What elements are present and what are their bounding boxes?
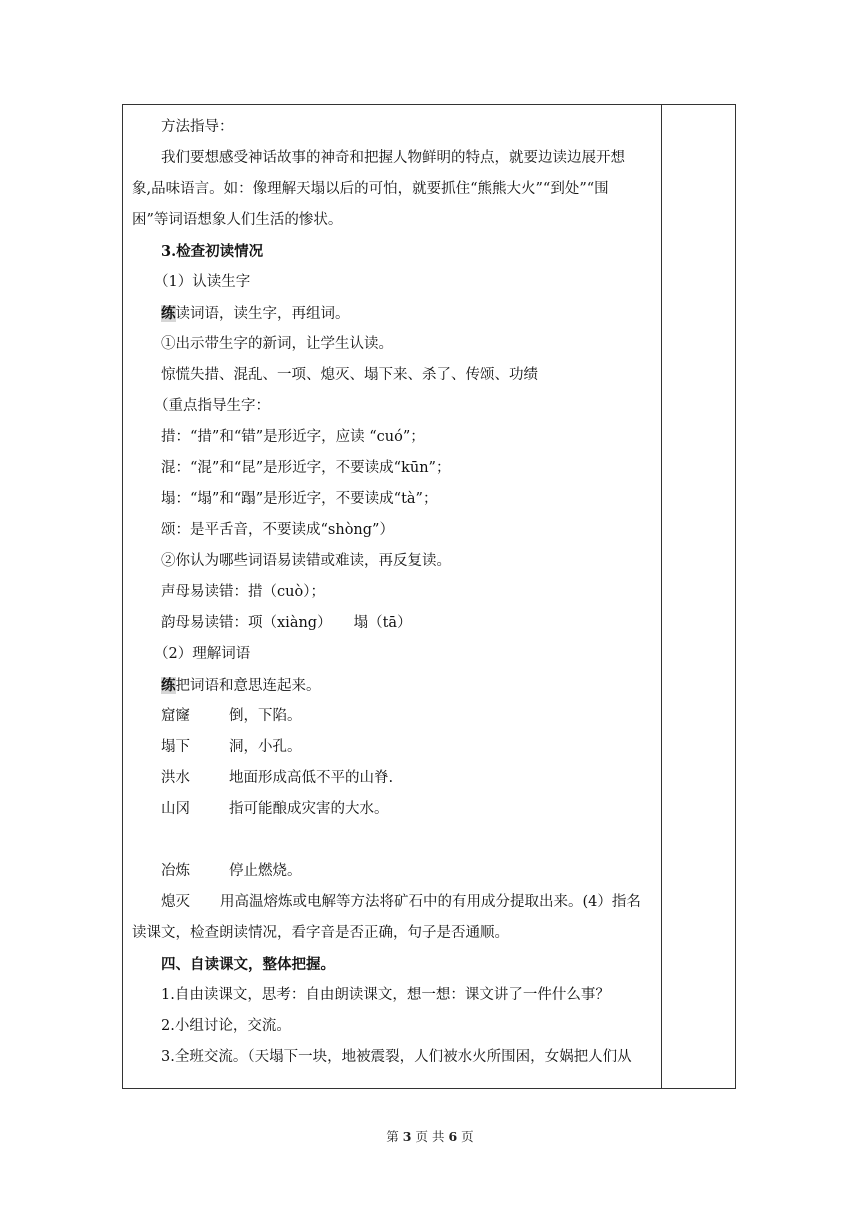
method-text-line-2: 象,品味语言。如：像理解天塌以后的可怕，就要抓住“熊熊大火”“到处”“围	[132, 181, 609, 197]
match-row	[132, 701, 654, 732]
practice-match-words-text: 把词语和意思连起来。	[175, 678, 321, 694]
match-term: 窟窿	[161, 708, 190, 724]
footer-total-pages: 6	[448, 1129, 458, 1144]
method-text-line-3: 困”等词语想象人们生活的惨状。	[132, 212, 343, 228]
blank-line	[132, 825, 654, 856]
step-1: ①出示带生字的新词，让学生认读。	[161, 336, 393, 352]
practice-match-words	[132, 670, 654, 701]
read-aloud-line: 读课文，检查朗读情况，看字音是否正确，句子是否通顺。	[132, 925, 509, 941]
match-term: 塌下	[161, 739, 190, 755]
step-2: ②你认为哪些词语易读错或难读，再反复读。	[161, 553, 451, 569]
match-row	[132, 763, 654, 794]
practice-read-words-text: 读词语，读生字，再组词。	[175, 306, 350, 322]
match-term: 熄灭	[161, 894, 190, 910]
match-meaning: 地面形成高低不平的山脊.	[229, 770, 394, 786]
practice-mark: 练	[161, 305, 176, 322]
match-row	[132, 794, 654, 825]
footer-mid2: 共	[431, 1129, 445, 1144]
footer-suffix: 页	[461, 1129, 474, 1144]
finals-hard	[132, 608, 654, 639]
practice-read-words	[132, 298, 654, 329]
footer-mid1: 页	[415, 1129, 428, 1144]
subheading-recognize-characters: （1）认读生字	[154, 274, 251, 290]
section-heading-4: 四、自读课文，整体把握。	[161, 956, 335, 973]
list-item-3: 3.全班交流。（天塌下一块，地被震裂，人们被水火所围困，女娲把人们从	[161, 1049, 632, 1065]
char-note-cuo: 措：“措”和“错”是形近字，应读 “cuó”；	[161, 429, 425, 445]
match-term: 山冈	[161, 801, 190, 817]
method-text-line-1: 我们要想感受神话故事的神奇和把握人物鲜明的特点，就要边读边展开想	[161, 150, 625, 166]
match-term: 冶炼	[161, 863, 190, 879]
match-meaning: 用高温熔炼或电解等方法将矿石中的有用成分提取出来。(4）指名	[220, 894, 641, 910]
new-words-list: 惊慌失措、混乱、一项、熄灭、塌下来、杀了、传颂、功绩	[161, 367, 538, 383]
initials-hard: 声母易读错：措（cuò）；	[161, 584, 325, 600]
char-note-hun: 混：“混”和“昆”是形近字，不要读成“kūn”；	[161, 460, 451, 476]
section-heading-3: 3.检查初读情况	[161, 243, 264, 260]
focus-guidance-open: （重点指导生字：	[154, 398, 270, 414]
page-footer	[0, 1127, 860, 1145]
char-note-ta: 塌：“塌”和“蹋”是形近字，不要读成“tà”；	[161, 491, 438, 507]
lesson-content	[132, 112, 654, 1073]
match-term: 洪水	[161, 770, 190, 786]
match-row	[132, 732, 654, 763]
match-meaning: 停止燃烧。	[229, 863, 302, 879]
list-item-1: 1.自由读课文，思考：自由朗读课文，想一想：课文讲了一件什么事？	[161, 987, 610, 1003]
char-note-song: 颂：是平舌音，不要读成“shòng”）	[161, 522, 394, 538]
footer-page-number: 3	[402, 1129, 412, 1144]
method-heading: 方法指导：	[161, 119, 234, 135]
list-item-2: 2.小组讨论，交流。	[161, 1018, 291, 1034]
match-meaning: 洞，小孔。	[229, 739, 302, 755]
match-meaning: 指可能酿成灾害的大水。	[229, 801, 389, 817]
match-meaning: 倒，下陷。	[229, 708, 302, 724]
footer-prefix: 第	[386, 1129, 399, 1144]
subheading-understand-words: （2）理解词语	[154, 646, 251, 662]
finals-hard-first: 韵母易读错：项（xiàng）	[161, 615, 332, 631]
practice-mark: 练	[161, 677, 176, 694]
match-row-ximie	[132, 887, 654, 918]
match-row	[132, 856, 654, 887]
finals-hard-second: 塌（tā）	[353, 615, 412, 631]
table-column-divider	[661, 104, 662, 1089]
